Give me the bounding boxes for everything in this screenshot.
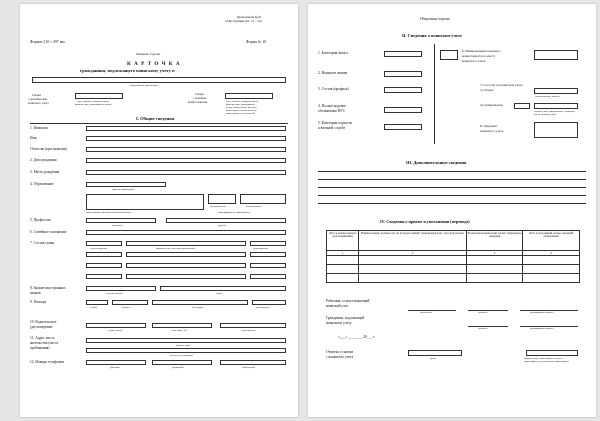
sverka2-caption-5: комиссариата с его отметкой) xyxy=(226,113,255,115)
language-name-field[interactable] xyxy=(160,286,286,291)
registration-special-field[interactable] xyxy=(514,103,530,109)
phone-caption-2: (домашний) xyxy=(172,367,184,369)
family-status-label: 6. Семейное положение xyxy=(30,230,67,234)
table-cell[interactable] xyxy=(523,265,580,274)
additional-line-3[interactable] xyxy=(318,187,586,188)
deregistration-date-field[interactable] xyxy=(408,350,462,356)
sverka1-label: Сверка xyxy=(32,93,41,97)
family-member-2[interactable] xyxy=(126,252,246,257)
sverka1-caption-2: фамилия лица, проводившего сверку) xyxy=(75,104,112,106)
sverka2-caption-3: сверку, наименование военного xyxy=(226,107,257,109)
profession-other-field[interactable] xyxy=(166,218,286,223)
sverka-commissariat-field[interactable] xyxy=(225,93,273,99)
address-label-2: жительства (места xyxy=(30,341,59,345)
worker-position-line[interactable] xyxy=(408,310,456,311)
family-caption-1: (степень родства) xyxy=(90,248,108,250)
family-year-4[interactable] xyxy=(250,274,286,279)
table-cell[interactable] xyxy=(327,274,359,283)
form-back-page xyxy=(308,4,596,417)
worker-caption-2: (подпись) xyxy=(478,312,488,314)
additional-line-5[interactable] xyxy=(318,203,586,204)
address-caption-1: (фактический) xyxy=(176,345,191,347)
education-institution-field[interactable] xyxy=(86,194,204,210)
passport-caption-2: (номер) xyxy=(122,307,130,309)
education-caption-4: (год окончания) xyxy=(246,206,262,208)
birth-place-label: 3. Место рождения xyxy=(30,170,60,174)
additional-line-4[interactable] xyxy=(318,195,586,196)
military-rank-label: 2. Воинское звание xyxy=(318,71,348,75)
phone-mobile-field[interactable] xyxy=(220,360,286,365)
table-cell[interactable] xyxy=(466,274,523,283)
table-header-1: Дата и номер приказа (распоряжения) xyxy=(327,231,359,251)
family-caption-3: (год рождения) xyxy=(253,248,268,250)
military-rank-field[interactable] xyxy=(384,71,422,77)
card-title: К А Р Т О Ч К А xyxy=(127,61,181,67)
table-row xyxy=(327,256,580,265)
section-employment-heading: IV. Сведения о приеме и увольнении (переводе) xyxy=(380,219,470,224)
family-year-3[interactable] xyxy=(250,263,286,268)
sverka1-label-3: воинского учета xyxy=(28,101,49,105)
education-caption-1: (уровень образования) xyxy=(112,189,135,191)
table-col-number-1: 1 xyxy=(327,251,359,256)
citizen-name-line[interactable] xyxy=(520,326,578,327)
table-cell[interactable] xyxy=(327,265,359,274)
vus-code-label-2: обозначение ВУС xyxy=(318,109,346,113)
education-year-field[interactable] xyxy=(240,194,286,204)
section-additional-heading: III. Дополнительные сведения xyxy=(406,160,467,165)
composition-field[interactable] xyxy=(384,87,422,93)
table-header-3: В какой военный комиссариат направлена сведения xyxy=(466,231,523,251)
appendix-label: Приложение №22 xyxy=(237,15,262,19)
sverka1-label-2: с документами xyxy=(28,97,48,101)
format-label: Формат 210 × 297 мм xyxy=(30,40,65,44)
citizen-label: Гражданин, подлежащий xyxy=(326,316,365,320)
driver-license-number-field[interactable] xyxy=(86,323,146,328)
military-document-field[interactable] xyxy=(534,122,578,138)
table-header-2: Наименование должности, на которую принят (переведен) или с которой уволен xyxy=(359,231,466,251)
family-composition-label: 7. Состав семьи xyxy=(30,241,55,245)
card-subtitle: гражданина, подлежащего воинскому учету в xyxy=(80,68,175,73)
family-caption-2: (фамилия, имя, отчество (при наличии)) xyxy=(156,248,196,250)
military-document-label-2: воинского учета xyxy=(480,129,504,133)
fitness-category-field[interactable] xyxy=(384,124,422,130)
table-cell[interactable] xyxy=(359,256,466,265)
phones-label: 12. Номера телефонов xyxy=(30,360,65,364)
fitness-category-label: 5. Категория годности xyxy=(318,121,352,125)
education-label: 4. Образование xyxy=(30,182,54,186)
address-actual-field[interactable] xyxy=(86,338,286,343)
deregistration-caption-1: (дата) xyxy=(430,358,436,360)
profession-caption-2: (другие) xyxy=(218,225,227,227)
organization-field[interactable] xyxy=(32,77,286,83)
section-divider xyxy=(30,123,288,124)
language-caption-2: (язык) xyxy=(216,293,223,295)
commissariat-name-field[interactable] xyxy=(534,50,578,60)
phone-caption-3: (мобильный) xyxy=(242,367,255,369)
table-col-number-4: 4 xyxy=(523,251,580,256)
birth-date-label: 2. Дата рождения xyxy=(30,158,57,162)
driver-license-label: 10. Водительское xyxy=(30,320,57,324)
driver-license-date-field[interactable] xyxy=(220,323,286,328)
passport-number-field[interactable] xyxy=(112,300,148,305)
driver-caption-3: (дата выдачи) xyxy=(242,330,256,332)
sverka1-caption-1: (дата, подпись, инициалы имени, xyxy=(77,101,110,103)
registration-special-sign-field[interactable] xyxy=(534,103,578,109)
instruction-label: к Инструкции (пп. 31 – 34) xyxy=(225,19,262,23)
language-caption-1: (степень знания) xyxy=(106,293,123,295)
family-member-1[interactable] xyxy=(126,241,246,246)
table-row xyxy=(327,274,580,283)
table-col-number-2: 2 xyxy=(359,251,466,256)
table-cell[interactable] xyxy=(359,274,466,283)
table-header-4: Дата и исходящий номер сведений гражданина xyxy=(523,231,580,251)
citizen-caption-2: (подпись) xyxy=(478,328,488,330)
reserve-category-field[interactable] xyxy=(384,51,422,57)
sverka2-caption-4: комиссариата, печать военного xyxy=(226,110,257,112)
vus-code-label: 4. Полное кодовое xyxy=(318,104,346,108)
family-year-1[interactable] xyxy=(250,241,286,246)
section-general-heading: I. Общие сведения xyxy=(136,116,175,121)
worker-label-2: воинский учет xyxy=(326,304,349,308)
profession-caption-1: (основная) xyxy=(112,225,123,227)
reserve-category-label: 1. Категория запаса xyxy=(318,51,348,55)
table-cell[interactable] xyxy=(523,274,580,283)
worker-name-line[interactable] xyxy=(520,310,578,311)
additional-line-1[interactable] xyxy=(318,171,586,172)
passport-date-field[interactable] xyxy=(252,300,286,305)
registration-type-label: 7. Состоит на воинском учете xyxy=(480,83,523,87)
driver-caption-2: (категория, ТС) xyxy=(172,330,188,332)
education-caption-2: (наименование образовательной организации) xyxy=(86,212,132,214)
table-cell[interactable] xyxy=(359,265,466,274)
family-member-3[interactable] xyxy=(126,263,246,268)
family-relation-4[interactable] xyxy=(86,274,122,279)
additional-line-2[interactable] xyxy=(318,179,586,180)
passport-caption-3: (кем выдан) xyxy=(192,307,204,309)
deregistration-label: Отметка о снятии xyxy=(326,350,354,354)
column-divider xyxy=(434,44,435,144)
registration-general-label: 1) общем xyxy=(480,88,494,92)
military-document-label: 8. Документ xyxy=(480,124,498,128)
commissariat-label-2: комиссариата по месту xyxy=(462,54,496,58)
deregistration-caption-2: (подпись лица, наименование военного xyxy=(524,358,563,360)
driver-license-category-field[interactable] xyxy=(152,323,212,328)
commissariat-label: 6. Наименование военного xyxy=(462,49,501,53)
registration-special-label: 2) специальном xyxy=(480,103,503,107)
employment-table xyxy=(326,230,580,283)
sverka2-label-3: комиссариатом xyxy=(188,100,208,104)
passport-caption-4: (дата выдачи) xyxy=(256,307,270,309)
table-cell[interactable] xyxy=(466,265,523,274)
passport-series-field[interactable] xyxy=(86,300,108,305)
deregistration-caption-3: комиссариата, печать военного комиссариата) xyxy=(524,361,569,363)
family-status-field[interactable] xyxy=(86,230,286,235)
citizen-label-2: воинскому учету xyxy=(326,321,352,325)
table-row xyxy=(327,265,580,274)
education-level-field[interactable] xyxy=(86,182,166,187)
passport-caption-1: (серия) xyxy=(90,307,98,309)
table-cell[interactable] xyxy=(466,256,523,265)
composition-label: 3. Состав (профиль) xyxy=(318,87,349,91)
date-line[interactable]: «___» ________ 20___ г. xyxy=(338,335,376,339)
registration-general-field[interactable] xyxy=(534,88,578,94)
front-side-label: Лицевая сторона xyxy=(136,52,161,56)
driver-license-label-2: удостоверение xyxy=(30,325,53,329)
worker-caption-3: (расшифровка подписи) xyxy=(530,312,554,314)
address-label: 11. Адрес места xyxy=(30,336,55,340)
worker-label: Работник, осуществляющий xyxy=(326,299,370,303)
deregistration-sign-field[interactable] xyxy=(526,350,578,356)
phone-work-field[interactable] xyxy=(86,360,146,365)
family-member-4[interactable] xyxy=(126,274,246,279)
surname-field[interactable] xyxy=(86,126,286,131)
vus-code-field[interactable] xyxy=(384,107,422,113)
registration-caption-2: (подпись лица, оформлявшего, инициалы xyxy=(534,111,575,113)
table-cell[interactable] xyxy=(327,256,359,265)
registration-caption-1: (номер команды, партии) xyxy=(535,96,560,98)
sverka2-caption-1: (дата, подпись, инициалы имени, xyxy=(226,101,259,103)
name-field[interactable] xyxy=(86,136,286,141)
languages-label: 8. Знание иностранных xyxy=(30,286,66,290)
family-relation-3[interactable] xyxy=(86,263,122,268)
citizen-signature-line[interactable] xyxy=(468,326,508,327)
worker-caption-1: (должность) xyxy=(420,312,433,314)
section-military-heading: II. Сведения о воинском учете xyxy=(402,33,462,38)
commissariat-field[interactable] xyxy=(440,50,458,60)
name-label: Имя xyxy=(30,136,37,140)
sverka-documents-field[interactable] xyxy=(75,93,123,99)
sverka2-caption-2: фамилия лица, проводившего xyxy=(226,104,255,106)
family-relation-2[interactable] xyxy=(86,252,122,257)
table-cell[interactable] xyxy=(523,256,580,265)
education-caption-5: (квалификация по образованию) xyxy=(218,212,250,214)
education-caption-3: (специальность) xyxy=(210,206,226,208)
languages-label-2: языков xyxy=(30,291,41,295)
address-registered-field[interactable] xyxy=(86,348,286,353)
address-label-3: пребывания) xyxy=(30,346,50,350)
worker-signature-line[interactable] xyxy=(468,310,508,311)
phone-caption-1: (рабочий) xyxy=(110,367,120,369)
sverka2-label-2: с военным xyxy=(193,96,207,100)
registration-caption-3: имени, фамилия, дата) xyxy=(534,114,557,116)
profession-label: 5. Профессия xyxy=(30,218,51,222)
family-year-2[interactable] xyxy=(250,252,286,257)
fitness-category-label-2: к военной службе xyxy=(318,126,346,130)
birth-date-field[interactable] xyxy=(86,158,286,163)
driver-caption-1: (серия, номер) xyxy=(108,330,123,332)
education-specialty-field[interactable] xyxy=(208,194,236,204)
phone-home-field[interactable] xyxy=(152,360,212,365)
commissariat-label-3: воинского учета xyxy=(462,59,486,63)
profession-main-field[interactable] xyxy=(86,218,156,223)
family-relation-1[interactable] xyxy=(86,241,122,246)
birth-place-field[interactable] xyxy=(86,170,286,175)
form-front-page xyxy=(20,4,298,417)
passport-issuer-field[interactable] xyxy=(152,300,248,305)
table-col-number-3: 3 xyxy=(466,251,523,256)
org-caption: (наименование организации) xyxy=(130,85,159,87)
address-caption-2: (по месту регистрации) xyxy=(170,355,193,357)
back-side-label: Оборотная сторона xyxy=(420,17,450,21)
deregistration-label-2: с воинского учета xyxy=(326,355,354,359)
patronymic-field[interactable] xyxy=(86,147,286,152)
surname-label: 1. Фамилия xyxy=(30,126,48,130)
language-level-field[interactable] xyxy=(86,286,156,291)
citizen-caption-3: (расшифровка подписи) xyxy=(530,328,554,330)
sverka2-label: Сверка xyxy=(195,92,204,96)
passport-label: 9. Паспорт xyxy=(30,300,47,304)
form-number: Форма № 10 xyxy=(246,40,267,44)
patronymic-label: Отчество (при наличии) xyxy=(30,147,68,151)
